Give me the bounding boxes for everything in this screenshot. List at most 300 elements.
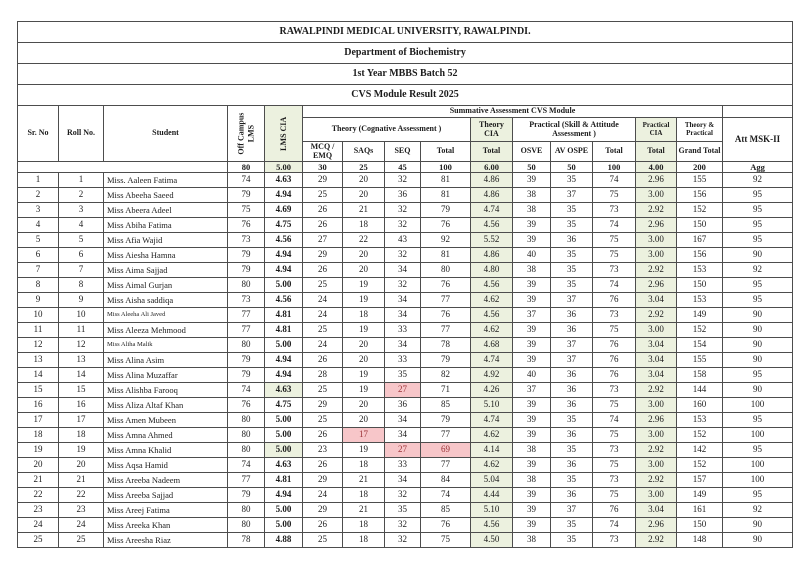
agg-header: Agg [723, 162, 793, 173]
cell-agg: 90 [723, 353, 793, 368]
cell-seq: 34 [385, 473, 421, 488]
cell-seq: 32 [385, 248, 421, 263]
att-msk-spacer [723, 106, 793, 118]
cell-lms: 79 [228, 263, 265, 278]
practical-cia-total-header: Total [636, 142, 677, 162]
cell-theory-total: 74 [421, 488, 471, 503]
cell-roll: 1 [59, 173, 104, 188]
cell-lms: 79 [228, 368, 265, 383]
cell-lms: 80 [228, 518, 265, 533]
cell-roll: 4 [59, 218, 104, 233]
cell-lms: 77 [228, 323, 265, 338]
cell-saqs: 18 [343, 518, 385, 533]
student-row [18, 338, 793, 353]
cell-mcq: 25 [303, 533, 343, 548]
cell-theory-cia: 4.56 [471, 278, 513, 293]
cell-theory-total: 79 [421, 353, 471, 368]
cell-practical-cia: 3.00 [636, 428, 677, 443]
col-header-sr-no: Sr. No [18, 106, 59, 162]
student-row [18, 323, 793, 338]
cell-av-ospe: 37 [551, 503, 593, 518]
cell-practical-total: 73 [593, 308, 636, 323]
department-title: Department of Biochemistry [18, 43, 793, 64]
cell-lms-cia: 4.94 [265, 263, 303, 278]
max-mcq: 30 [303, 162, 343, 173]
cell-grand-total: 152 [677, 458, 723, 473]
cell-osve: 38 [513, 203, 551, 218]
student-row [18, 503, 793, 518]
cell-saqs: 18 [343, 458, 385, 473]
cell-grand-total: 150 [677, 518, 723, 533]
grand-total-header: Grand Total [677, 142, 723, 162]
cell-sr: 24 [18, 518, 59, 533]
student-row [18, 413, 793, 428]
cell-practical-total: 73 [593, 203, 636, 218]
cell-mcq: 25 [303, 383, 343, 398]
cell-theory-cia: 4.62 [471, 293, 513, 308]
cell-lms-cia: 4.56 [265, 293, 303, 308]
att-msk-header: Att MSK-II [723, 118, 793, 162]
cell-saqs: 19 [343, 368, 385, 383]
cell-name: Miss. Aaleen Fatima [104, 173, 228, 188]
cell-osve: 39 [513, 338, 551, 353]
cell-name: Miss Amen Mubeen [104, 413, 228, 428]
max-lms-cia: 5.00 [265, 162, 303, 173]
cell-lms-cia: 5.00 [265, 278, 303, 293]
max-marks-row [18, 162, 793, 173]
cell-lms-cia: 4.69 [265, 203, 303, 218]
cell-name: Miss Areej Fatima [104, 503, 228, 518]
title-row [18, 43, 793, 64]
cell-name: Miss Aliza Altaf Khan [104, 398, 228, 413]
max-practical-total: 100 [593, 162, 636, 173]
cell-mcq: 26 [303, 458, 343, 473]
university-title: RAWALPINDI MEDICAL UNIVERSITY, RAWALPINDI. [18, 22, 793, 43]
cell-roll: 25 [59, 533, 104, 548]
cell-roll: 22 [59, 488, 104, 503]
cell-agg: 95 [723, 278, 793, 293]
result-table [17, 21, 793, 548]
cell-osve: 39 [513, 413, 551, 428]
cell-lms: 80 [228, 278, 265, 293]
cell-agg: 90 [723, 518, 793, 533]
cell-grand-total: 160 [677, 398, 723, 413]
cell-sr: 8 [18, 278, 59, 293]
cell-seq: 43 [385, 233, 421, 248]
rotated-text-wrapper [228, 106, 264, 161]
student-row [18, 263, 793, 278]
cell-osve: 39 [513, 233, 551, 248]
seq-header: SEQ [385, 142, 421, 162]
cell-practical-total: 75 [593, 488, 636, 503]
cell-lms: 76 [228, 398, 265, 413]
cell-theory-total: 78 [421, 338, 471, 353]
cell-lms-cia: 5.00 [265, 503, 303, 518]
cell-theory-total: 84 [421, 473, 471, 488]
saqs-header: SAQs [343, 142, 385, 162]
cell-av-ospe: 35 [551, 278, 593, 293]
cell-agg: 95 [723, 488, 793, 503]
cell-saqs: 18 [343, 308, 385, 323]
cell-mcq: 26 [303, 353, 343, 368]
student-row [18, 518, 793, 533]
cell-grand-total: 153 [677, 413, 723, 428]
cell-agg: 95 [723, 293, 793, 308]
cell-practical-cia: 2.96 [636, 173, 677, 188]
cell-osve: 40 [513, 248, 551, 263]
cell-mcq: 27 [303, 233, 343, 248]
practical-total-header: Total [593, 142, 636, 162]
cell-name: Miss Aisha saddiqa [104, 293, 228, 308]
title-row [18, 64, 793, 85]
cell-sr: 15 [18, 383, 59, 398]
cell-practical-cia: 3.04 [636, 338, 677, 353]
cell-lms-cia: 4.81 [265, 323, 303, 338]
cell-osve: 39 [513, 218, 551, 233]
cell-grand-total: 152 [677, 428, 723, 443]
cell-sr: 7 [18, 263, 59, 278]
cell-grand-total: 155 [677, 173, 723, 188]
cell-name: Miss Alina Muzaffar [104, 368, 228, 383]
cell-lms-cia: 5.00 [265, 338, 303, 353]
cell-av-ospe: 37 [551, 188, 593, 203]
cell-seq: 27 [385, 383, 421, 398]
batch-title: 1st Year MBBS Batch 52 [18, 64, 793, 85]
cell-lms-cia: 5.00 [265, 443, 303, 458]
cell-grand-total: 142 [677, 443, 723, 458]
cell-saqs: 21 [343, 503, 385, 518]
cell-name: Miss Aqsa Hamid [104, 458, 228, 473]
cell-mcq: 25 [303, 323, 343, 338]
cell-lms-cia: 4.94 [265, 488, 303, 503]
cell-theory-cia: 4.86 [471, 188, 513, 203]
cell-lms-cia: 5.00 [265, 518, 303, 533]
col-header-off-campus-lms [228, 106, 265, 162]
max-grand-total: 200 [677, 162, 723, 173]
practical-cia-header: Practical CIA [636, 118, 677, 142]
cell-lms: 77 [228, 473, 265, 488]
cell-theory-cia: 4.74 [471, 353, 513, 368]
max-theory-cia: 6.00 [471, 162, 513, 173]
cell-lms-cia: 4.75 [265, 398, 303, 413]
cell-sr: 6 [18, 248, 59, 263]
cell-name: Miss Abiha Fatima [104, 218, 228, 233]
practical-group-header: Practical (Skill & Attitude Assessment ) [513, 118, 636, 142]
cell-mcq: 28 [303, 368, 343, 383]
cell-osve: 38 [513, 533, 551, 548]
cell-practical-total: 76 [593, 503, 636, 518]
student-row [18, 443, 793, 458]
cell-seq: 32 [385, 278, 421, 293]
cell-grand-total: 149 [677, 488, 723, 503]
cell-saqs: 19 [343, 443, 385, 458]
cell-sr: 5 [18, 233, 59, 248]
cell-mcq: 25 [303, 278, 343, 293]
cell-sr: 16 [18, 398, 59, 413]
student-row [18, 473, 793, 488]
cell-lms: 74 [228, 458, 265, 473]
student-row [18, 488, 793, 503]
cell-lms-cia: 4.88 [265, 533, 303, 548]
cell-practical-cia: 2.92 [636, 533, 677, 548]
cell-seq: 32 [385, 203, 421, 218]
cell-practical-cia: 3.04 [636, 353, 677, 368]
cell-sr: 2 [18, 188, 59, 203]
cell-theory-total: 76 [421, 218, 471, 233]
student-row [18, 173, 793, 188]
theory-cia-header: Theory CIA [471, 118, 513, 142]
cell-av-ospe: 36 [551, 383, 593, 398]
cell-saqs: 19 [343, 383, 385, 398]
cell-practical-total: 76 [593, 293, 636, 308]
cell-mcq: 25 [303, 413, 343, 428]
cell-name: Miss Amna Ahmed [104, 428, 228, 443]
cell-seq: 32 [385, 518, 421, 533]
cell-seq: 32 [385, 218, 421, 233]
cell-theory-cia: 4.62 [471, 458, 513, 473]
cell-lms: 80 [228, 338, 265, 353]
cell-mcq: 24 [303, 308, 343, 323]
cell-theory-cia: 5.52 [471, 233, 513, 248]
cell-name: Miss Aliha Malik [104, 338, 228, 353]
cell-seq: 33 [385, 353, 421, 368]
cell-theory-cia: 5.10 [471, 503, 513, 518]
cell-practical-cia: 3.00 [636, 323, 677, 338]
cell-seq: 33 [385, 458, 421, 473]
cell-osve: 39 [513, 173, 551, 188]
cell-name: Miss Areeba Sajjad [104, 488, 228, 503]
cell-roll: 2 [59, 188, 104, 203]
cell-agg: 100 [723, 458, 793, 473]
cell-roll: 24 [59, 518, 104, 533]
cell-osve: 37 [513, 383, 551, 398]
cell-mcq: 29 [303, 248, 343, 263]
cell-seq: 33 [385, 323, 421, 338]
cell-practical-total: 75 [593, 248, 636, 263]
cell-practical-cia: 2.92 [636, 443, 677, 458]
cell-mcq: 26 [303, 263, 343, 278]
cell-seq: 36 [385, 188, 421, 203]
cell-saqs: 18 [343, 533, 385, 548]
cell-grand-total: 148 [677, 533, 723, 548]
cell-theory-total: 76 [421, 518, 471, 533]
cell-theory-total: 85 [421, 503, 471, 518]
cell-name: Miss Aleeza Mehmood [104, 323, 228, 338]
cell-av-ospe: 36 [551, 488, 593, 503]
cell-av-ospe: 35 [551, 173, 593, 188]
cell-practical-cia: 2.92 [636, 263, 677, 278]
cell-saqs: 22 [343, 233, 385, 248]
theory-cia-total-header: Total [471, 142, 513, 162]
cell-theory-total: 82 [421, 368, 471, 383]
cell-theory-cia: 4.14 [471, 443, 513, 458]
cell-grand-total: 167 [677, 233, 723, 248]
cell-name: Miss Abeeha Saeed [104, 188, 228, 203]
student-row [18, 188, 793, 203]
cell-osve: 39 [513, 293, 551, 308]
max-seq: 45 [385, 162, 421, 173]
student-row [18, 203, 793, 218]
cell-av-ospe: 35 [551, 203, 593, 218]
cell-lms-cia: 4.63 [265, 383, 303, 398]
cell-sr: 4 [18, 218, 59, 233]
cell-lms: 76 [228, 218, 265, 233]
av-ospe-header: AV OSPE [551, 142, 593, 162]
cell-agg: 95 [723, 218, 793, 233]
cell-practical-cia: 2.92 [636, 473, 677, 488]
cell-av-ospe: 35 [551, 248, 593, 263]
cell-saqs: 19 [343, 278, 385, 293]
cell-grand-total: 161 [677, 503, 723, 518]
cell-roll: 6 [59, 248, 104, 263]
cell-saqs: 18 [343, 218, 385, 233]
cell-osve: 39 [513, 458, 551, 473]
cell-seq: 34 [385, 263, 421, 278]
cell-name: Miss Aima Sajjad [104, 263, 228, 278]
cell-lms: 75 [228, 203, 265, 218]
student-row [18, 278, 793, 293]
cell-agg: 90 [723, 308, 793, 323]
osve-header: OSVE [513, 142, 551, 162]
cell-roll: 10 [59, 308, 104, 323]
cell-seq: 27 [385, 443, 421, 458]
cell-theory-total: 71 [421, 383, 471, 398]
cell-mcq: 26 [303, 428, 343, 443]
cell-roll: 20 [59, 458, 104, 473]
student-row [18, 353, 793, 368]
cell-name: Miss Afia Wajid [104, 233, 228, 248]
cell-saqs: 20 [343, 413, 385, 428]
cell-lms: 73 [228, 293, 265, 308]
cell-practical-cia: 3.04 [636, 293, 677, 308]
cell-theory-total: 75 [421, 533, 471, 548]
cell-sr: 23 [18, 503, 59, 518]
cell-agg: 92 [723, 173, 793, 188]
cell-av-ospe: 35 [551, 473, 593, 488]
cell-roll: 3 [59, 203, 104, 218]
max-theory-total: 100 [421, 162, 471, 173]
cell-practical-total: 75 [593, 428, 636, 443]
cell-theory-total: 81 [421, 173, 471, 188]
cell-agg: 95 [723, 203, 793, 218]
cell-saqs: 18 [343, 488, 385, 503]
cell-roll: 23 [59, 503, 104, 518]
cell-sr: 20 [18, 458, 59, 473]
cell-practical-total: 76 [593, 368, 636, 383]
cell-lms: 79 [228, 248, 265, 263]
cell-theory-cia: 4.74 [471, 413, 513, 428]
cell-lms: 73 [228, 233, 265, 248]
cell-sr: 13 [18, 353, 59, 368]
cell-roll: 13 [59, 353, 104, 368]
cell-lms-cia: 5.00 [265, 428, 303, 443]
cell-name: Miss Alina Asim [104, 353, 228, 368]
cell-practical-cia: 3.00 [636, 458, 677, 473]
cell-roll: 14 [59, 368, 104, 383]
cell-osve: 39 [513, 428, 551, 443]
cell-agg: 92 [723, 503, 793, 518]
cell-practical-total: 76 [593, 353, 636, 368]
cell-av-ospe: 36 [551, 323, 593, 338]
cell-theory-total: 77 [421, 293, 471, 308]
cell-roll: 17 [59, 413, 104, 428]
student-row [18, 233, 793, 248]
cell-practical-total: 73 [593, 473, 636, 488]
cell-agg: 95 [723, 368, 793, 383]
cell-roll: 12 [59, 338, 104, 353]
cell-seq: 34 [385, 338, 421, 353]
cell-name: Miss Alishba Farooq [104, 383, 228, 398]
cell-mcq: 25 [303, 188, 343, 203]
cell-practical-total: 74 [593, 173, 636, 188]
title-row [18, 22, 793, 43]
student-row [18, 458, 793, 473]
cell-practical-total: 75 [593, 188, 636, 203]
cell-grand-total: 153 [677, 263, 723, 278]
cell-theory-cia: 4.56 [471, 308, 513, 323]
cell-mcq: 29 [303, 398, 343, 413]
cell-seq: 34 [385, 428, 421, 443]
cell-grand-total: 155 [677, 353, 723, 368]
cell-av-ospe: 36 [551, 398, 593, 413]
cell-theory-total: 76 [421, 308, 471, 323]
cell-practical-total: 73 [593, 263, 636, 278]
cell-theory-cia: 4.80 [471, 263, 513, 278]
cell-grand-total: 156 [677, 188, 723, 203]
cell-practical-total: 74 [593, 413, 636, 428]
theory-group-header: Theory (Cognative Assessment ) [303, 118, 471, 142]
cell-saqs: 17 [343, 428, 385, 443]
cell-lms: 79 [228, 488, 265, 503]
cell-mcq: 29 [303, 173, 343, 188]
cell-osve: 40 [513, 368, 551, 383]
max-av-ospe: 50 [551, 162, 593, 173]
cell-theory-cia: 4.68 [471, 338, 513, 353]
student-row [18, 368, 793, 383]
cell-theory-cia: 4.50 [471, 533, 513, 548]
cell-roll: 15 [59, 383, 104, 398]
cell-mcq: 26 [303, 218, 343, 233]
cell-agg: 95 [723, 413, 793, 428]
cell-agg: 95 [723, 443, 793, 458]
cell-lms: 79 [228, 188, 265, 203]
student-row [18, 218, 793, 233]
title-row [18, 85, 793, 106]
cell-practical-cia: 3.00 [636, 488, 677, 503]
cell-seq: 34 [385, 308, 421, 323]
cell-practical-cia: 3.00 [636, 188, 677, 203]
cell-lms-cia: 4.94 [265, 248, 303, 263]
cell-roll: 9 [59, 293, 104, 308]
cell-theory-total: 77 [421, 458, 471, 473]
cell-theory-cia: 4.92 [471, 368, 513, 383]
cell-av-ospe: 37 [551, 338, 593, 353]
cell-av-ospe: 36 [551, 368, 593, 383]
cell-sr: 10 [18, 308, 59, 323]
cell-agg: 100 [723, 398, 793, 413]
cell-agg: 90 [723, 383, 793, 398]
cell-practical-cia: 2.96 [636, 218, 677, 233]
cell-mcq: 23 [303, 443, 343, 458]
cell-sr: 11 [18, 323, 59, 338]
cell-name: Miss Aleeha Ali Javed [104, 308, 228, 323]
cell-sr: 1 [18, 173, 59, 188]
col-header-roll-no: Roll No. [59, 106, 104, 162]
cell-grand-total: 150 [677, 278, 723, 293]
cell-mcq: 26 [303, 203, 343, 218]
cell-lms-cia: 4.81 [265, 308, 303, 323]
cell-lms-cia: 5.00 [265, 413, 303, 428]
